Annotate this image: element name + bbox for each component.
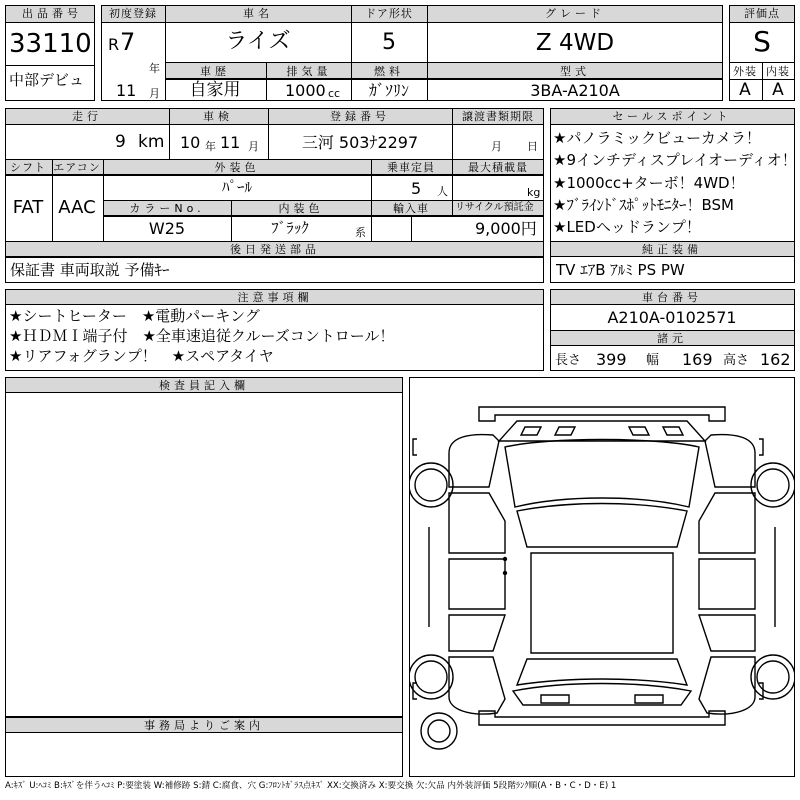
- transfer-month-unit: 月: [491, 140, 502, 153]
- sales-point-item: ★ﾌﾞﾗｲﾝﾄﾞｽﾎﾟｯﾄﾓﾆﾀｰ！BSM: [553, 196, 734, 214]
- later-parts-label: 後日発送部品: [230, 243, 320, 256]
- first-reg-year: 7: [120, 28, 136, 56]
- plate-value: 三河 503ﾅ2297: [301, 133, 419, 152]
- chassis-value: A210A-0102571: [607, 308, 737, 327]
- transfer-label: 譲渡書類期限: [462, 110, 534, 123]
- doors-value: 5: [382, 30, 396, 55]
- height-label: 高さ: [723, 353, 750, 368]
- grade-label: グレード: [545, 7, 605, 20]
- capacity-value: 5: [411, 179, 422, 198]
- inspection-year: 10: [180, 133, 201, 152]
- notes-line: ★ＨＤＭＩ端子付 ★全車速追従クルーズコントロール！: [9, 327, 395, 345]
- mileage-unit: km: [138, 132, 165, 152]
- equipment-label: 純正装備: [642, 243, 702, 256]
- interior-color-label: 内装色: [278, 202, 324, 215]
- length-label: 長さ: [555, 353, 582, 368]
- fuel-value: ｶﾞｿﾘﾝ: [368, 81, 410, 100]
- interior-color-value: ﾌﾞﾗｯｸ: [271, 219, 309, 237]
- venue-name: 中部デビュ: [9, 71, 85, 89]
- width-label: 幅: [646, 353, 660, 368]
- first-reg-month-unit: 月: [149, 87, 160, 100]
- inspector-label: 検査員記入欄: [159, 379, 249, 392]
- model-value: 3BA-A210A: [530, 81, 620, 100]
- shift-label: シフト: [10, 161, 46, 174]
- office-label: 事務局よりご案内: [144, 719, 264, 732]
- lot-label: 出品番号: [22, 7, 82, 20]
- capacity-label: 乗車定員: [387, 161, 435, 174]
- inspection-month-unit: 月: [248, 140, 259, 153]
- ext-score-label: 外装: [733, 65, 757, 78]
- int-score-label: 内装: [766, 65, 790, 78]
- recycle-value: 9,000円: [475, 219, 537, 238]
- aircon-label: エアコン: [53, 161, 101, 174]
- aircon-value: AAC: [58, 197, 96, 218]
- transfer-day-unit: 日: [527, 140, 538, 153]
- doors-label: ドア形状: [365, 7, 413, 20]
- sales-point-item: ★パノラミックビューカメラ！: [553, 129, 761, 147]
- interior-color-suffix: 系: [355, 226, 366, 239]
- first-reg-era: R: [108, 35, 120, 54]
- sales-points-label: セールスポイント: [612, 110, 732, 123]
- first-reg-label: 初度登録: [109, 7, 157, 20]
- inspector-box: [5, 377, 403, 717]
- equipment-value: TV ｴｱB ｱﾙﾐ PS PW: [556, 261, 685, 279]
- import-label: 輸入車: [393, 202, 429, 215]
- grade-value: Z 4WD: [535, 30, 615, 56]
- color-no-value: W25: [148, 219, 186, 238]
- history-label: 車歴: [200, 65, 230, 78]
- history-value: 自家用: [189, 80, 241, 100]
- inspection-year-unit: 年: [205, 140, 216, 153]
- model-label: 型式: [560, 65, 590, 78]
- length-value: 399: [596, 350, 627, 369]
- legend-text: A:ｷｽﾞ U:ﾍｺﾐ B:ｷｽﾞを伴うﾍｺﾐ P:要塗装 W:補修跡 S:錆 C:腐食、穴 G:ﾌﾛﾝﾄｶﾞﾗｽ点ｷｽﾞ XX:交換済み X:要交換 欠:欠品 内外装評価 5段階ﾗﾝｸ順(A・B・C・D・E) 1: [5, 781, 617, 791]
- notes-line: ★シートヒーター ★電動パーキング: [9, 307, 260, 325]
- int-score-value: A: [772, 80, 784, 100]
- capacity-unit: 人: [437, 185, 448, 198]
- sales-point-item: ★9インチディスプレイオーディオ！: [553, 151, 797, 169]
- car-name: ライズ: [225, 29, 291, 54]
- max-load-label: 最大積載量: [468, 161, 528, 174]
- score-label: 評価点: [744, 7, 780, 20]
- fuel-label: 燃料: [374, 65, 404, 78]
- car-name-label: 車名: [243, 7, 273, 20]
- first-reg-year-unit: 年: [149, 62, 160, 75]
- color-no-label: カラーNo.: [129, 202, 205, 215]
- later-parts-value: 保証書 車両取説 予備ｷｰ: [10, 261, 170, 279]
- shift-value: FAT: [12, 197, 44, 218]
- ext-score-value: A: [739, 80, 751, 100]
- displacement-value: 1000: [285, 81, 326, 100]
- height-value: 162: [760, 350, 791, 369]
- displacement-label: 排気量: [286, 65, 332, 78]
- sales-point-item: ★LEDヘッドランプ！: [553, 218, 701, 236]
- max-load-unit: kg: [527, 186, 541, 199]
- width-value: 169: [682, 350, 713, 369]
- mileage-value: 9: [115, 132, 126, 152]
- mileage-label: 走行: [72, 110, 102, 123]
- plate-label: 登録番号: [330, 110, 390, 123]
- inspection-label: 車検: [203, 110, 233, 123]
- exterior-color-value: ﾊﾟｰﾙ: [221, 178, 253, 196]
- first-reg-month: 11: [116, 81, 137, 100]
- exterior-color-label: 外装色: [214, 161, 260, 174]
- score-value: S: [753, 25, 771, 58]
- notes-label: 注意事項欄: [237, 291, 313, 304]
- recycle-label: リサイクル預託金: [455, 202, 534, 213]
- inspection-month: 11: [220, 133, 241, 152]
- displacement-unit: cc: [328, 87, 341, 100]
- sales-point-item: ★1000cc+ターボ！4WD！: [553, 174, 745, 192]
- car-body-diagram: [409, 377, 795, 777]
- notes-line: ★リアフォグランプ！ ★スペアタイヤ: [9, 347, 274, 365]
- lot-number: 33110: [9, 29, 92, 59]
- chassis-label: 車台番号: [642, 291, 702, 304]
- specs-label: 諸元: [657, 332, 687, 345]
